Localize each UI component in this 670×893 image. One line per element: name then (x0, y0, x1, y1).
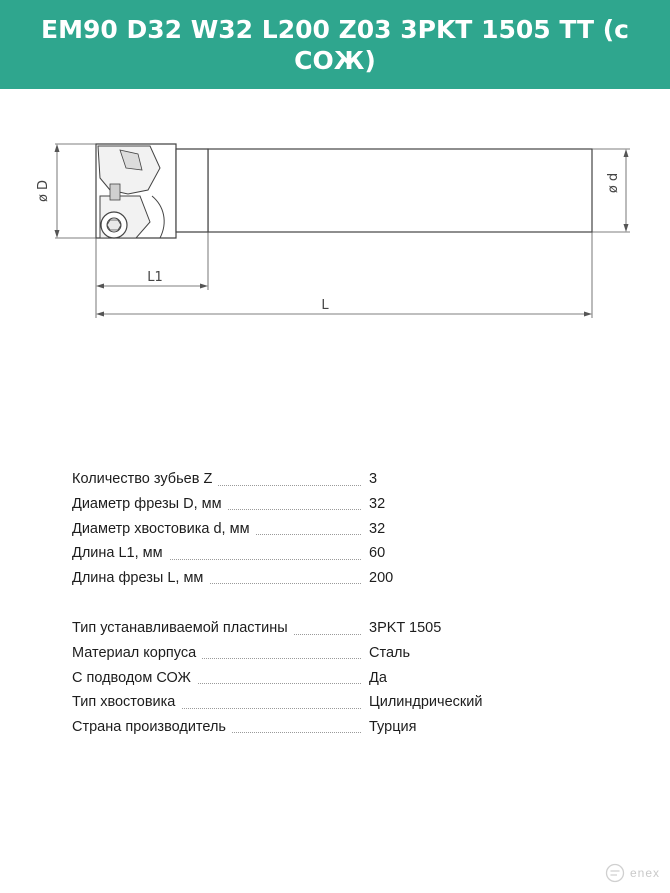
spec-label: Страна производитель (72, 719, 232, 735)
spec-value: 32 (369, 496, 386, 513)
spec-value: 3PKT 1505 (369, 620, 442, 637)
specs-extra (72, 616, 552, 739)
spec-label: Количество зубьев Z (72, 471, 218, 487)
spec-label: Длина фрезы L, мм (72, 570, 209, 586)
spec-row-total-length (72, 566, 552, 591)
spec-value: Цилиндрический (369, 694, 483, 711)
brand-logo-icon (605, 863, 625, 883)
spec-row-shank-type (72, 690, 552, 715)
spec-row-body-material (72, 641, 552, 666)
spec-row-shank-diameter (72, 516, 552, 541)
spec-value: 32 (369, 520, 386, 537)
dimension-d-label: ø d (606, 172, 621, 194)
spec-row-cutter-diameter (72, 492, 552, 517)
spec-label: Тип хвостовика (72, 694, 181, 710)
spec-value: Турция (369, 719, 417, 736)
shank (208, 149, 592, 232)
dimension-L-label: L (321, 298, 329, 313)
dimension-D-label: ø D (36, 179, 51, 203)
page-title: EM90 D32 W32 L200 Z03 3PKT 1505 TT (с СОЖ) (0, 0, 670, 89)
brand-watermark (605, 863, 660, 883)
spec-row-length-l1 (72, 541, 552, 566)
spec-label: С подводом СОЖ (72, 670, 197, 686)
spec-label: Тип устанавливаемой пластины (72, 620, 294, 636)
spec-row-country (72, 715, 552, 740)
head-neck (176, 149, 208, 232)
spec-value: 200 (369, 570, 394, 587)
spec-row-insert-type (72, 616, 552, 641)
spec-value: Сталь (369, 645, 411, 662)
spec-value: 3 (369, 471, 378, 488)
tool-drawing (0, 120, 670, 330)
brand-name: enex (629, 866, 660, 880)
spec-label: Длина L1, мм (72, 545, 169, 561)
spec-row-coolant (72, 665, 552, 690)
dimension-L1-label: L1 (147, 270, 163, 285)
spec-value: 60 (369, 545, 386, 562)
spec-label: Материал корпуса (72, 645, 202, 661)
spec-value: Да (369, 669, 387, 686)
spec-label: Диаметр хвостовика d, мм (72, 521, 256, 537)
spec-row-teeth (72, 467, 552, 492)
spec-label: Диаметр фрезы D, мм (72, 496, 228, 512)
specs-main (72, 467, 552, 590)
